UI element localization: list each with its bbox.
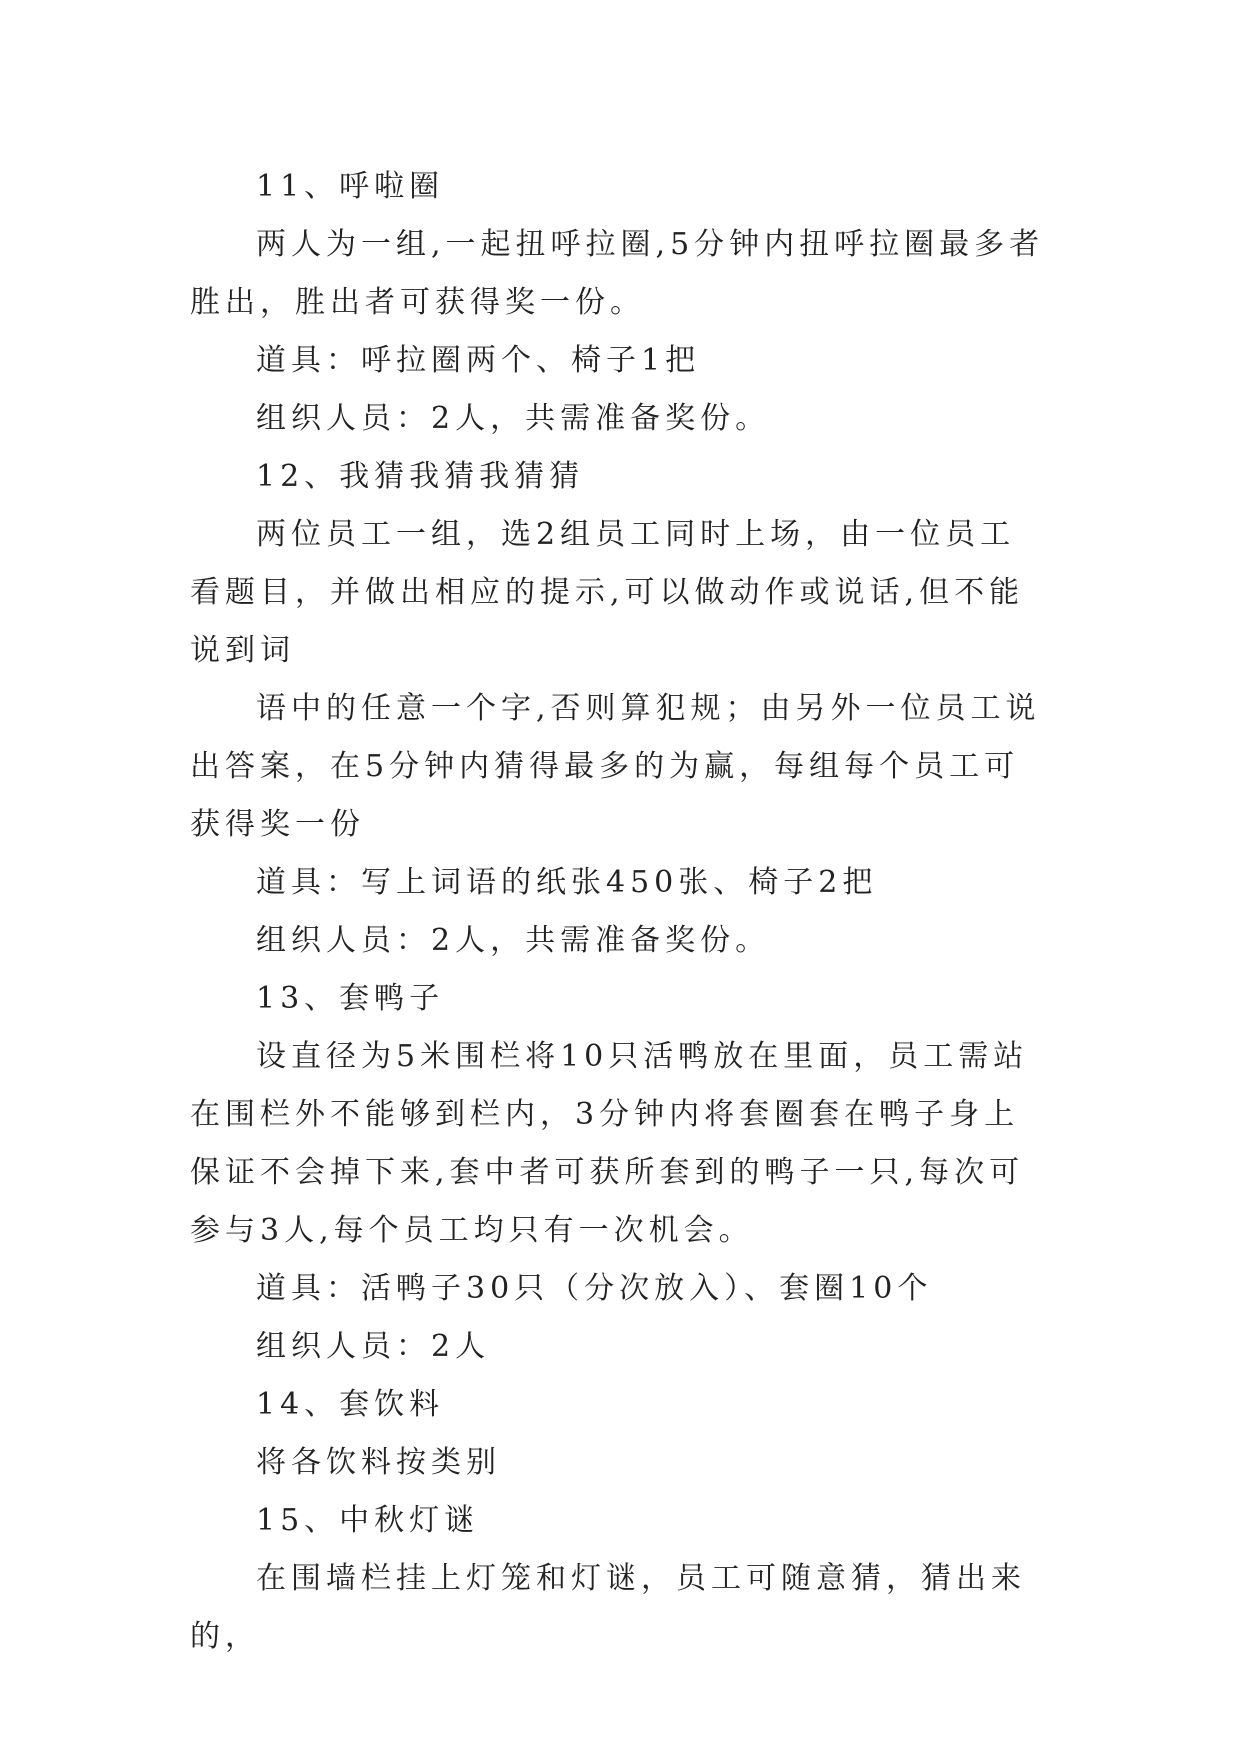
paragraph: 设直径为5米围栏将10只活鸭放在里面，员工需站在围栏外不能够到栏内，3分钟内将套圈套在鸭子身上保证不会掉下来,套中者可获所套到的鸭子一只,每次可参与3人,每个员工均只有一次机会。: [190, 1039, 1029, 1248]
document-body: [190, 158, 1050, 1666]
paragraph: 道具：呼拉圈两个、椅子1把: [256, 343, 701, 378]
paragraph: 组织人员：2人，共需准备奖份。: [256, 923, 771, 958]
paragraph: 两人为一组,一起扭呼拉圈,5分钟内扭呼拉圈最多者胜出，胜出者可获得奖一份。: [190, 227, 1045, 320]
paragraph: 语中的任意一个字,否则算犯规；由另外一位员工说出答案，在5分钟内猜得最多的为赢，每组每个员工可获得奖一份: [190, 691, 1041, 842]
paragraph: 两位员工一组，选2组员工同时上场，由一位员工看题目，并做出相应的提示,可以做动作或说话,但不能说到词: [190, 517, 1025, 668]
section-heading: 11、呼啦圈: [256, 169, 445, 204]
paragraph: 在围墙栏挂上灯笼和灯谜，员工可随意猜，猜出来的，: [190, 1561, 1026, 1654]
section-heading: 14、套饮料: [256, 1387, 445, 1422]
paragraph: 道具：写上词语的纸张450张、椅子2把: [256, 865, 878, 900]
section-heading: 12、我猜我猜我猜猜: [256, 459, 585, 494]
paragraph: 道具：活鸭子30只（分次放入）、套圈10个: [256, 1271, 933, 1306]
section-heading: 15、中秋灯谜: [256, 1503, 480, 1538]
paragraph: 组织人员：2人: [256, 1329, 491, 1364]
paragraph: 组织人员：2人，共需准备奖份。: [256, 401, 771, 436]
paragraph: 将各饮料按类别: [256, 1445, 501, 1480]
section-heading: 13、套鸭子: [256, 981, 445, 1016]
